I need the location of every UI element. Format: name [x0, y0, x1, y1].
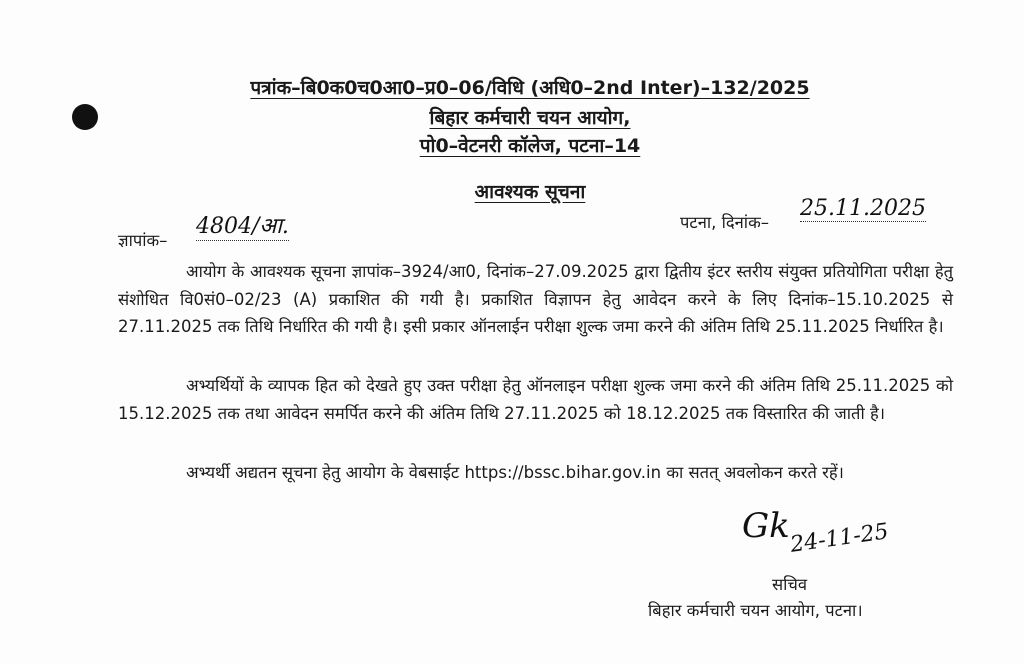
- memo-number: 4804/आ.: [196, 210, 289, 241]
- designation: सचिव: [772, 575, 808, 594]
- organization-address: पो0–वेटनरी कॉलेज, पटना–14: [419, 135, 641, 157]
- reference-number: पत्रांक–बि0क0च0आ0–प्र0–06/विधि (अधि0–2nd Inter)–132/2025: [250, 77, 810, 99]
- memo-label: ज्ञापांक–: [118, 231, 168, 250]
- paragraph-3: अभ्यर्थी अद्यतन सूचना हेतु आयोग के वेबसाईट https://bssc.bihar.gov.in का सतत् अवलोकन करते रहें।: [186, 463, 844, 482]
- signature-date: 24-11-25: [788, 519, 891, 558]
- paragraph-2: अभ्यर्थियों के व्यापक हित को देखते हुए उक्त परीक्षा हेतु ऑनलाइन परीक्षा शुल्क जमा करने की अंतिम तिथि 25.11.2025 को 15.12.2025 तक तथा आवेदन समर्पित करने की अंतिम तिथि 27.11.2025 को 18.12.2025 तक विस्तारित की जाती है।: [118, 376, 953, 423]
- issue-date: 25.11.2025: [800, 196, 926, 221]
- place-date-label: पटना, दिनांक–: [680, 213, 769, 232]
- signatory-organization: बिहार कर्मचारी चयन आयोग, पटना।: [648, 601, 863, 620]
- notice-title: आवश्यक सूचना: [474, 181, 586, 203]
- signature: Gk: [742, 506, 790, 546]
- paragraph-1: आयोग के आवश्यक सूचना ज्ञापांक–3924/आ0, दिनांक–27.09.2025 द्वारा द्वितीय इंटर स्तरीय संयुक्त प्रतियोगिता परीक्षा हेतु संशोधित वि0सं0–02/23 (A) प्रकाशित की गयी है। प्रकाशित विज्ञापन हेतु आवेदन करने के लिए दिनांक–15.10.2025 से 27.11.2025 तक तिथि निर्धारित की गयी है। इसी प्रकार ऑनलाईन परीक्षा शुल्क जमा करने की अंतिम तिथि 25.11.2025 निर्धारित है।: [118, 262, 953, 336]
- organization-name: बिहार कर्मचारी चयन आयोग,: [429, 107, 631, 129]
